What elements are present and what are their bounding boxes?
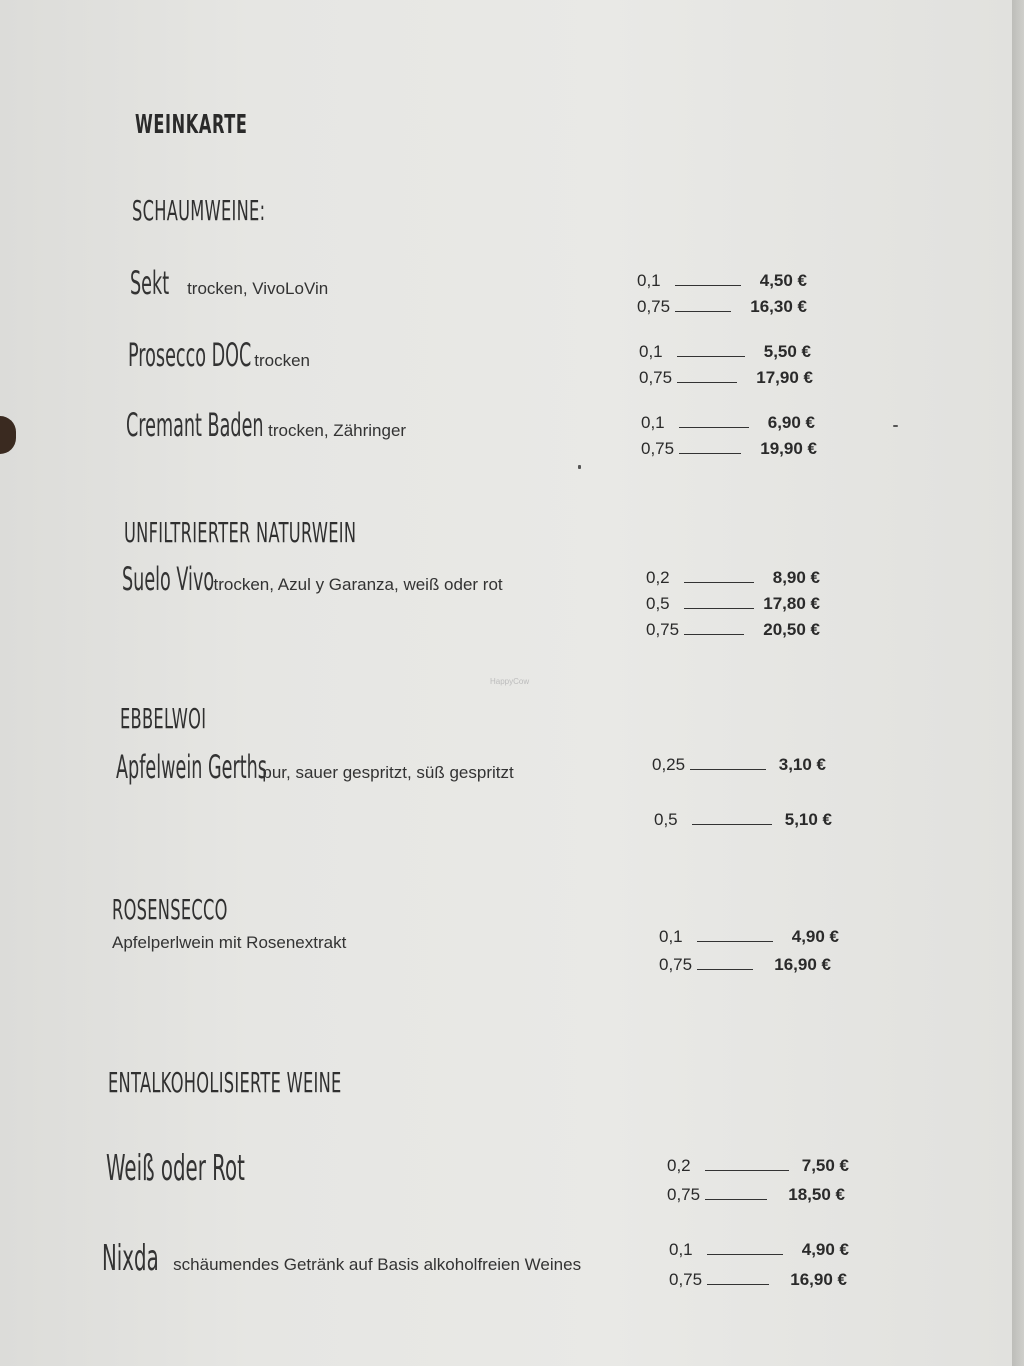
page-edge (1012, 0, 1024, 1366)
paper-speck (893, 425, 898, 427)
item-name: Sekt (130, 264, 170, 302)
price-row: 0,2 8,90 € (646, 568, 820, 587)
item-name: Weiß oder Rot (106, 1148, 245, 1189)
price-row: 0,75 20,50 € (646, 620, 820, 639)
menu-item-suelo-vivo (122, 560, 503, 598)
item-name: Prosecco DOC (128, 336, 252, 374)
watermark: HappyCow (490, 677, 530, 686)
section-heading-entalkoholisiert: ENTALKOHOLISIERTE WEINE (108, 1066, 342, 1099)
price-row: 0,75 16,30 € (637, 297, 807, 316)
price-row: 0,1 5,50 € (639, 342, 811, 361)
section-heading-schaumweine: SCHAUMWEINE: (132, 194, 266, 227)
paper-speck (578, 465, 581, 469)
menu-item-nixda (102, 1238, 581, 1279)
price-row: 0,75 18,50 € (667, 1185, 845, 1204)
price-row: 0,5 17,80 € (646, 594, 820, 613)
menu-item-weiss-oder-rot (106, 1148, 359, 1189)
price-row: 0,75 17,90 € (639, 368, 813, 387)
binder-notch (0, 416, 16, 454)
price-row: 0,1 4,50 € (637, 271, 807, 290)
item-description: trocken, Zähringer (268, 421, 407, 440)
menu-item-sekt (130, 264, 328, 302)
price-row: 0,75 16,90 € (669, 1270, 847, 1289)
item-description: Apfelperlwein mit Rosenextrakt (112, 933, 347, 952)
item-description: trocken, VivoLoVin (187, 279, 329, 298)
item-description: schäumendes Getränk auf Basis alkoholfreien Weines (173, 1255, 582, 1274)
price-row: 0,1 6,90 € (641, 413, 815, 432)
item-description: trocken (254, 351, 310, 370)
page-title: WEINKARTE (135, 110, 248, 140)
menu-item-apfelwein (116, 748, 514, 786)
price-row: 0,1 4,90 € (669, 1240, 849, 1259)
item-description: trocken, Azul y Garanza, weiß oder rot (213, 575, 503, 594)
section-heading-ebbelwoi: EBBELWOI (120, 702, 207, 735)
price-row: 0,2 7,50 € (667, 1156, 849, 1175)
menu-item-cremant (126, 406, 406, 444)
menu-item-prosecco (128, 336, 310, 374)
price-row: 0,5 5,10 € (654, 810, 832, 829)
item-name: Cremant Baden (126, 406, 264, 444)
item-description: pur, sauer gespritzt, süß gespritzt (262, 763, 514, 782)
section-heading-rosensecco: ROSENSECCO (112, 893, 228, 926)
price-row: 0,75 19,90 € (641, 439, 817, 458)
price-row: 0,1 4,90 € (659, 927, 839, 946)
item-name: Apfelwein Gerths (116, 748, 267, 786)
item-name: Nixda (102, 1238, 159, 1279)
price-row: 0,25 3,10 € (652, 755, 826, 774)
section-heading-naturwein: UNFILTRIERTER NATURWEIN (124, 516, 357, 549)
item-name: Suelo Vivo (122, 560, 215, 598)
price-row: 0,75 16,90 € (659, 955, 831, 974)
